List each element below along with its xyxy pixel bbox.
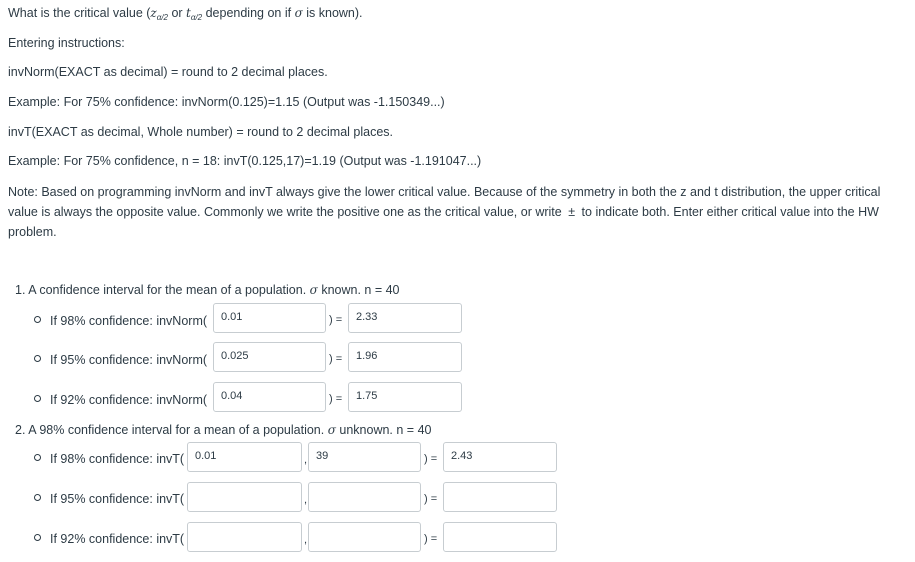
- q1-item-1-arg-input[interactable]: 0.01: [213, 303, 326, 333]
- invnorm-rule: invNorm(EXACT as decimal) = round to 2 decimal places.: [8, 65, 328, 79]
- equals-sign: ) =: [424, 493, 438, 505]
- question-end: is known).: [302, 6, 363, 20]
- question-text: [8, 6, 363, 22]
- q2-heading: [15, 423, 431, 437]
- bullet: [34, 395, 41, 402]
- q2-item-1-result-input[interactable]: 2.43: [443, 442, 557, 472]
- bullet: [34, 316, 41, 323]
- bullet: [34, 494, 41, 501]
- plus-minus-symbol: ±: [568, 205, 576, 219]
- q1-item-3-result-input[interactable]: 1.75: [348, 382, 462, 412]
- q2-item-2-arg2-input[interactable]: [308, 482, 421, 512]
- question-prefix: What is the critical value (: [8, 6, 151, 20]
- q1-item-1-result-input[interactable]: 2.33: [348, 303, 462, 333]
- item-label: If 98% confidence: invNorm(: [50, 314, 208, 328]
- q2-item-1-arg2-input[interactable]: 39: [308, 442, 421, 472]
- q1-item-3-label: [34, 393, 207, 407]
- z-symbol: z: [150, 6, 157, 20]
- invnorm-example: Example: For 75% confidence: invNorm(0.125)=1.15 (Output was -1.150349...): [8, 95, 445, 109]
- comma: ,: [304, 534, 308, 546]
- q1-item-3-arg-input[interactable]: 0.04: [213, 382, 326, 412]
- equals-sign: ) =: [329, 393, 343, 405]
- instructions-title: Entering instructions:: [8, 36, 125, 50]
- invt-rule: invT(EXACT as decimal, Whole number) = round to 2 decimal places.: [8, 125, 394, 139]
- q2-item-2-result-input[interactable]: [443, 482, 557, 512]
- equals-sign: ) =: [329, 353, 343, 365]
- q1-condition: known. n = 40: [317, 283, 400, 297]
- q1-item-2-result-input[interactable]: 1.96: [348, 342, 462, 372]
- or-text: or: [167, 6, 187, 20]
- bullet: [34, 454, 41, 461]
- bullet: [34, 534, 41, 541]
- q1-item-2-arg-input[interactable]: 0.025: [213, 342, 326, 372]
- q2-item-3-arg2-input[interactable]: [308, 522, 421, 552]
- q1-heading: [15, 283, 400, 297]
- q2-text: 2. A 98% confidence interval for a mean of a population.: [15, 423, 328, 437]
- q2-item-3-label: [34, 532, 184, 546]
- q2-item-2-arg1-input[interactable]: [187, 482, 302, 512]
- comma: ,: [304, 454, 308, 466]
- q2-item-1-arg1-input[interactable]: 0.01: [187, 442, 302, 472]
- q2-item-3-arg1-input[interactable]: [187, 522, 302, 552]
- q2-condition: unknown. n = 40: [335, 423, 432, 437]
- q1-text: 1. A confidence interval for the mean of a population.: [15, 283, 310, 297]
- z-subscript: α/2: [156, 13, 168, 22]
- question-middle: depending on if: [202, 6, 295, 20]
- invt-example: Example: For 75% confidence, n = 18: invT(0.125,17)=1.19 (Output was -1.191047...): [8, 154, 482, 168]
- note-text-end: to indicate both. Enter either critical value into the HW problem.: [8, 205, 879, 239]
- bullet: [34, 355, 41, 362]
- q2-item-1-label: [34, 452, 184, 466]
- equals-sign: ) =: [329, 314, 343, 326]
- q1-item-2-label: [34, 353, 207, 367]
- sigma-symbol: σ: [327, 423, 336, 437]
- item-label: If 98% confidence: invT(: [50, 452, 185, 466]
- q2-item-3-result-input[interactable]: [443, 522, 557, 552]
- item-label: If 95% confidence: invNorm(: [50, 353, 208, 367]
- note-text-start: Note: Based on programming invNorm and invT always give the lower critical value. Because of the symmetry in both the z and t distribution, the upper critical value is always the opposite value. Commonly we write the positive one as the critical value, or write: [8, 185, 881, 219]
- q1-item-1-label: [34, 314, 207, 328]
- comma: ,: [304, 494, 308, 506]
- t-symbol: t: [186, 6, 191, 20]
- item-label: If 92% confidence: invNorm(: [50, 393, 208, 407]
- equals-sign: ) =: [424, 453, 438, 465]
- q2-item-2-label: [34, 492, 184, 506]
- item-label: If 92% confidence: invT(: [50, 532, 185, 546]
- t-subscript: α/2: [190, 13, 203, 22]
- note-paragraph: [8, 182, 903, 242]
- sigma-symbol: σ: [309, 283, 318, 297]
- sigma-symbol: σ: [294, 6, 303, 20]
- item-label: If 95% confidence: invT(: [50, 492, 185, 506]
- equals-sign: ) =: [424, 533, 438, 545]
